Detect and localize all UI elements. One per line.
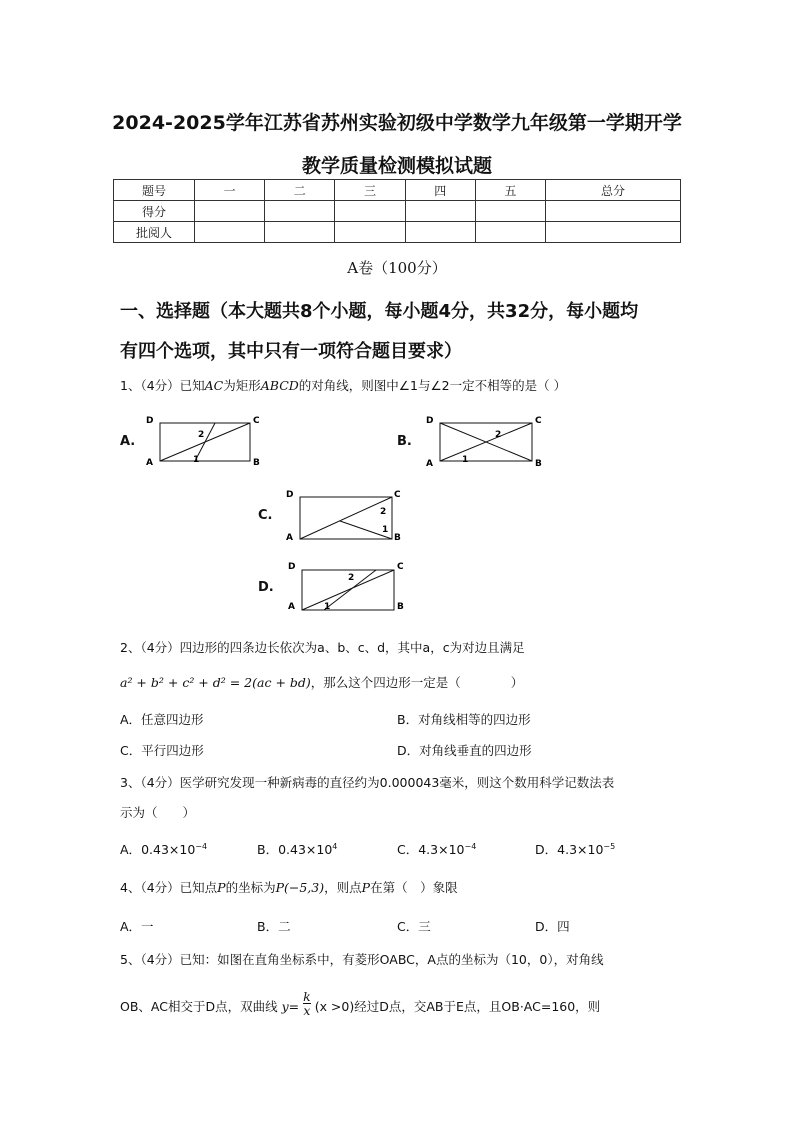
q4-point-p: P [217,880,226,895]
q2-option-a[interactable]: A．任意四边形 [120,712,204,727]
fig-label-d: D [146,416,154,426]
q4-part-b: 的坐标为 [225,880,276,895]
option-letter: D． [535,842,558,857]
q5-x: x [303,1003,311,1018]
fig-label-c: C [253,416,260,426]
score-table-cell: 题号 [114,180,195,201]
score-table-header-row [114,180,681,201]
q5-part-b: 经过D点，交AB于E点，且OB·AC=160，则 [354,999,601,1014]
question-4-text [120,878,458,896]
q4-option-c[interactable]: C．三 [397,919,431,934]
fig-label-a: A [146,458,153,468]
score-table-cell[interactable] [265,222,335,243]
score-table-row [114,201,681,222]
q2-rest: ，那么这个四边形一定是（ ） [310,675,524,690]
score-table-cell: 批阅人 [114,222,195,243]
q3-option-d[interactable] [535,840,615,858]
q2-option-c[interactable]: C．平行四边形 [120,743,204,758]
score-table-cell: 得分 [114,201,195,222]
fig-label-c: C [535,416,542,426]
q1-option-d-label[interactable]: D. [258,580,274,595]
angle-label-1: 1 [462,455,469,465]
q4-coord: P(−5,3) [275,880,325,895]
q2-option-b[interactable]: B．对角线相等的四边形 [397,712,531,727]
option-base: 0.43×10 [278,842,333,857]
angle-label-2: 2 [380,507,387,517]
option-letter: C． [397,842,419,857]
fig-label-a: A [286,533,293,543]
q1-abcd: ABCD [260,378,299,393]
score-table-cell: 一 [195,180,265,201]
q4-option-b[interactable]: B．二 [257,919,291,934]
q1-option-b-label[interactable]: B. [397,434,412,449]
question-5-text: 5、（4分）已知：如图在直角坐标系中，有菱形OABC，A点的坐标为（10，0），对角线 [120,952,604,967]
angle-label-2: 2 [495,430,502,440]
q3-option-a[interactable] [120,840,207,858]
angle-label-2: 2 [198,430,205,440]
fig-label-b: B [535,459,542,469]
q1-mid: 为矩形 [223,378,261,393]
q4-part-c: ，则点 [324,880,362,895]
option-letter: B． [257,842,279,857]
fig-label-b: B [394,533,401,543]
q1-prefix: 1、（4分）已知 [120,378,205,393]
option-letter: A． [120,842,142,857]
option-exponent: −4 [195,841,208,851]
question-2-text: 2、（4分）四边形的四条边长依次为a、b、c、d，其中a，c为对边且满足 [120,640,525,655]
q5-eq: = [288,999,300,1014]
q3-option-b[interactable] [257,840,337,858]
option-exponent: −5 [603,841,616,851]
question-3-text: 3、（4分）医学研究发现一种新病毒的直径约为0.000043毫米，则这个数用科学记数法表 [120,775,615,790]
fig-label-c: C [394,490,401,500]
angle-label-1: 1 [324,602,331,612]
q1-figure-c [282,484,412,544]
q1-option-c-label[interactable]: C. [258,508,273,523]
q5-hyperbola [282,999,300,1014]
fig-label-b: B [397,602,404,612]
score-table-cell[interactable] [475,222,545,243]
score-table-cell[interactable] [475,201,545,222]
q5-fraction [303,990,311,1017]
score-table-cell: 总分 [546,180,681,201]
q4-part-a: 4、（4分）已知点 [120,880,218,895]
question-2-line2 [120,673,523,691]
score-table-cell: 五 [475,180,545,201]
paper-a-heading: A卷（100分） [347,259,447,277]
angle-label-1: 1 [193,455,200,465]
score-table-cell[interactable] [195,201,265,222]
q1-ac: AC [204,378,224,393]
option-base: 4.3×10 [418,842,465,857]
score-table-cell[interactable] [546,222,681,243]
q1-rest: 的对角线，则图中∠1与∠2一定不相等的是（ ） [298,378,567,393]
exam-title-line1: 2024-2025学年江苏省苏州实验初级中学数学九年级第一学期开学 [112,112,682,134]
fig-label-a: A [426,459,433,469]
score-table-cell[interactable] [546,201,681,222]
angle-label-2: 2 [348,573,355,583]
score-table-cell[interactable] [195,222,265,243]
question-5-line2 [120,986,600,1026]
q1-figure-b [420,410,550,470]
fig-label-b: B [253,458,260,468]
option-base: 0.43×10 [141,842,196,857]
question-1-text [120,376,566,394]
score-table-cell[interactable] [335,222,405,243]
section1-heading-line1: 一、选择题（本大题共8个小题，每小题4分，共32分，每小题均 [120,301,639,322]
score-table-cell[interactable] [265,201,335,222]
q5-y: y [281,999,289,1014]
q2-option-d[interactable]: D．对角线垂直的四边形 [397,743,532,758]
q1-figure-d [286,557,416,617]
q1-figure-a [140,410,270,470]
option-base: 4.3×10 [557,842,604,857]
q4-option-a[interactable]: A．一 [120,919,154,934]
option-exponent: 4 [332,841,338,851]
q4-part-d: 在第（ ）象限 [370,880,458,895]
q4-point-p: P [361,880,371,895]
exam-title-line2: 教学质量检测模拟试题 [301,155,492,177]
q1-option-a-label[interactable]: A. [120,434,136,449]
option-exponent: −4 [464,841,477,851]
q5-k: k [303,989,311,1004]
score-table-cell[interactable] [405,222,475,243]
question-3-line2: 示为（ ） [120,805,196,820]
score-table-cell: 三 [335,180,405,201]
fig-label-d: D [286,490,294,500]
q3-option-c[interactable] [397,840,476,858]
q5-cond: (x >0) [314,999,355,1014]
score-table [113,179,681,243]
fig-label-a: A [288,602,295,612]
q5-part-a: OB、AC相交于D点，双曲线 [120,999,278,1014]
angle-label-1: 1 [382,525,389,535]
fig-label-d: D [288,562,296,572]
score-table-cell[interactable] [335,201,405,222]
section1-heading-line2: 有四个选项，其中只有一项符合题目要求） [120,341,462,362]
score-table-cell: 四 [405,180,475,201]
score-table-cell: 二 [265,180,335,201]
fig-label-d: D [426,416,434,426]
q4-option-d[interactable]: D．四 [535,919,570,934]
score-table-cell[interactable] [405,201,475,222]
fig-label-c: C [397,562,404,572]
score-table-row [114,222,681,243]
q2-formula: a² + b² + c² + d² = 2(ac + bd) [120,675,311,690]
